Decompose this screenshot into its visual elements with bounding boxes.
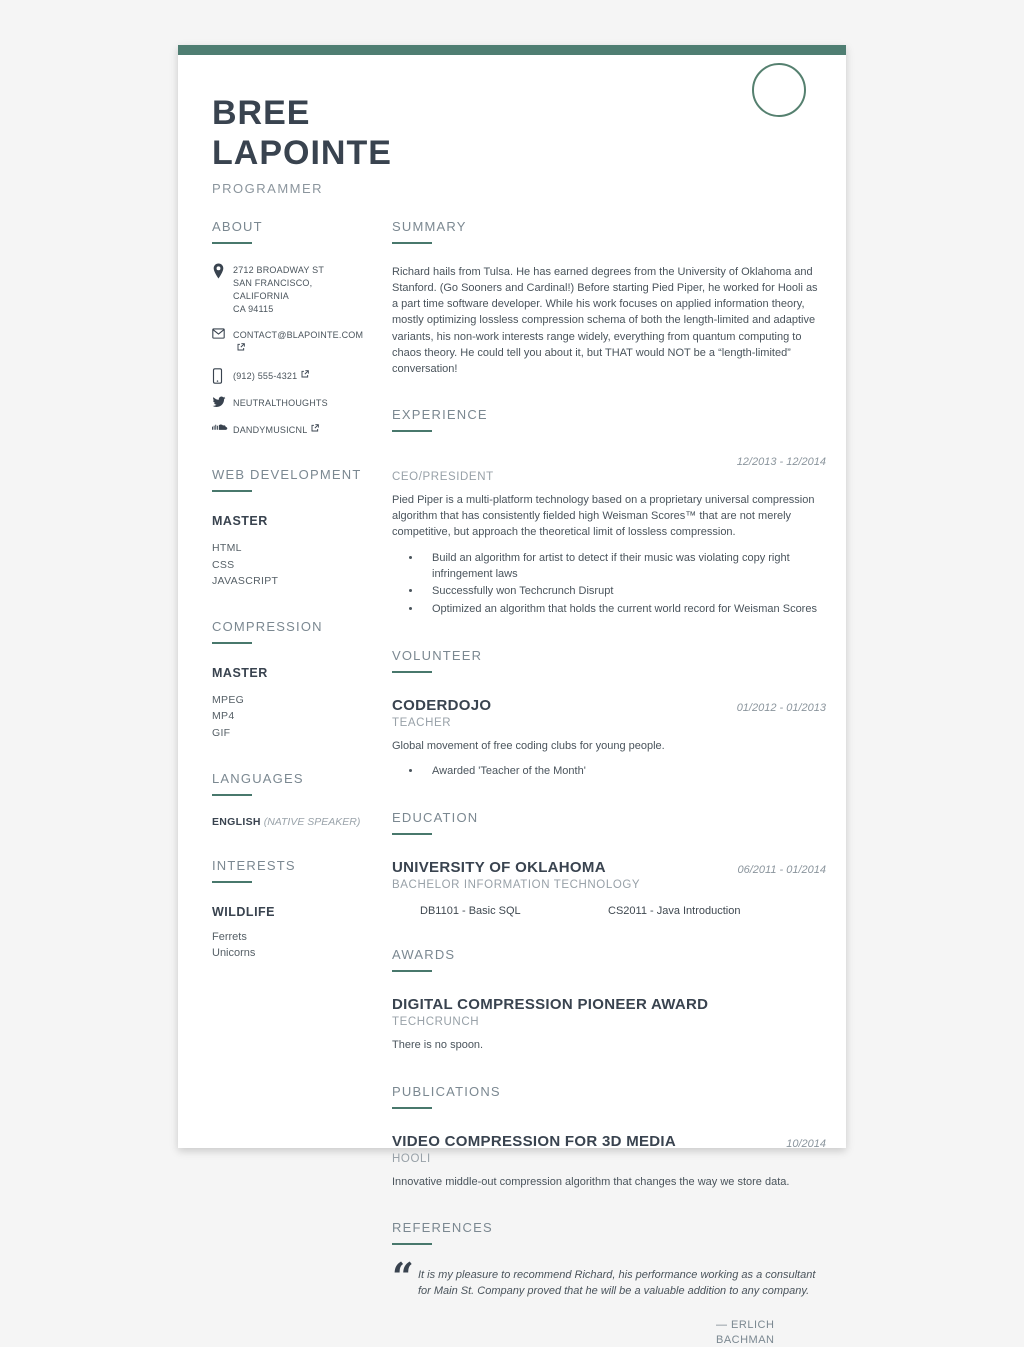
resume-card <box>178 45 846 1346</box>
about-item-twitter[interactable] <box>212 397 362 410</box>
section-underline <box>392 671 432 673</box>
main-column <box>392 219 826 1347</box>
course-list <box>392 905 826 917</box>
section-underline <box>212 642 252 644</box>
accent-topbar <box>178 45 846 55</box>
about-items <box>212 264 362 437</box>
skill-item: MP4 <box>212 710 235 723</box>
skill-item: MPEG <box>212 694 245 707</box>
avatar <box>752 63 806 117</box>
section-title: INTERESTS <box>212 857 296 873</box>
twitter-handle[interactable]: NEUTRALTHOUGHTS <box>233 398 328 409</box>
entry-org: CODERDOJO <box>392 697 492 715</box>
sidebar <box>212 219 362 1347</box>
section-underline <box>212 490 252 492</box>
section-underline <box>392 833 432 835</box>
section-languages <box>212 771 362 828</box>
entry-description: Pied Piper is a multi-platform technology based on a proprietary universal compression algorithm that has consistently fielded high Weisman Scores™ that are not merely competitive, but approach the theoretical limit of lossless compression. <box>392 494 815 539</box>
section-title: WEB DEVELOPMENT <box>212 467 362 483</box>
education-entry <box>392 859 826 917</box>
skill-item: JAVASCRIPT <box>212 574 279 587</box>
soundcloud-handle[interactable]: DANDYMUSICNL <box>233 425 308 436</box>
section-awards <box>392 947 826 1053</box>
bullet-item: • Awarded 'Teacher of the Month' <box>422 764 826 780</box>
skill-item: HTML <box>212 542 242 555</box>
twitter-text <box>233 397 328 410</box>
experience-entry <box>392 456 826 618</box>
section-education <box>392 810 826 917</box>
entry-bullets <box>422 764 826 780</box>
content-columns <box>178 205 846 1347</box>
publication-name: VIDEO COMPRESSION FOR 3D MEDIA <box>392 1132 677 1150</box>
section-publications <box>392 1084 826 1190</box>
section-about <box>212 219 362 437</box>
entry-date: 06/2011 - 01/2014 <box>737 864 826 877</box>
award-description: There is no spoon. <box>392 1039 484 1052</box>
skill-level: MASTER <box>212 514 268 529</box>
skill-item: GIF <box>212 726 231 739</box>
skill-items <box>212 540 362 589</box>
publication-description: Innovative middle-out compression algorithm that changes the way we store data. <box>392 1175 790 1188</box>
section-title: SUMMARY <box>392 219 467 234</box>
section-skill-web-development <box>212 467 362 589</box>
section-references <box>392 1220 826 1347</box>
about-item-soundcloud[interactable] <box>212 423 362 437</box>
volunteer-entry <box>392 697 826 780</box>
reference-attribution: — ERLICH BACHMAN <box>716 1318 775 1346</box>
summary-text: Richard hails from Tulsa. He has earned degrees from the University of Oklahoma and Stanford. (Go Sooners and Cardinal!) Before starting Pied Piper, he worked for Hooli as a part time software developer. While his work focuses on applied information theory, mostly optimizing lossless compression schema of both the length-limited and adaptive variants, his non-work interests range widely, everything from quantum computing to chaos theory. He could tell you about it, but THAT would NOT be a “length-limited” conversation! <box>392 266 818 375</box>
bullet-item: • Successfully won Techcrunch Disrupt <box>422 584 826 600</box>
section-interests <box>212 858 362 962</box>
section-title: COMPRESSION <box>212 619 323 635</box>
interest-item: Unicorns <box>212 947 256 960</box>
section-title: LANGUAGES <box>212 770 304 786</box>
quote-icon <box>392 1267 418 1300</box>
about-item-address <box>212 264 362 316</box>
degree-name: BACHELOR INFORMATION TECHNOLOGY <box>392 879 641 892</box>
section-underline <box>212 242 252 244</box>
person-name-line1: BREE <box>212 94 311 132</box>
award-org: TECHCRUNCH <box>392 1016 480 1029</box>
section-title: EDUCATION <box>392 810 479 826</box>
email-text <box>233 329 363 356</box>
section-about-title: ABOUT <box>212 219 263 234</box>
address-line3: CA 94115 <box>233 304 274 315</box>
interest-item: Ferrets <box>212 930 247 943</box>
external-link-icon[interactable] <box>311 423 319 436</box>
interest-category: WILDLIFE <box>212 904 276 919</box>
section-title: VOLUNTEER <box>392 648 483 664</box>
interest-items <box>212 929 362 962</box>
section-underline <box>392 1107 432 1109</box>
section-title: PUBLICATIONS <box>392 1083 501 1099</box>
mobile-phone-icon <box>212 368 225 384</box>
soundcloud-icon <box>212 422 225 432</box>
section-underline <box>212 881 252 883</box>
person-job-title: PROGRAMMER <box>212 181 324 196</box>
course-item: CS2011 - Java Introduction <box>608 905 741 918</box>
person-name <box>212 93 806 173</box>
publication-entry <box>392 1133 826 1190</box>
location-pin-icon <box>212 263 225 279</box>
section-underline <box>392 242 432 244</box>
entry-role: CEO/PRESIDENT <box>392 471 494 484</box>
entry-head <box>392 1133 826 1150</box>
reference-quote-block <box>392 1267 826 1300</box>
publication-org: HOOLI <box>392 1152 431 1165</box>
skill-level: MASTER <box>212 666 268 681</box>
entry-role: TEACHER <box>392 717 452 730</box>
language-proficiency: (NATIVE SPEAKER) <box>263 815 361 828</box>
section-underline <box>212 794 252 796</box>
section-volunteer <box>392 648 826 780</box>
resume-header <box>178 55 846 205</box>
entry-head <box>392 996 826 1013</box>
section-underline <box>392 430 432 432</box>
school-name: UNIVERSITY OF OKLAHOMA <box>392 859 606 877</box>
section-underline <box>392 970 432 972</box>
phone-text <box>233 369 309 383</box>
course-item: DB1101 - Basic SQL <box>420 905 521 918</box>
twitter-icon <box>212 396 225 408</box>
entry-date: 01/2012 - 01/2013 <box>736 702 826 715</box>
entry-date: 12/2013 - 12/2014 <box>736 456 826 469</box>
envelope-icon <box>212 328 225 339</box>
entry-head <box>392 697 826 714</box>
section-experience <box>392 407 826 618</box>
soundcloud-text <box>233 423 319 437</box>
language-item <box>212 816 362 828</box>
email-value[interactable]: CONTACT@BLAPOINTE.COM <box>233 330 364 341</box>
address-text <box>233 264 362 316</box>
address-line1: 2712 BROADWAY ST <box>233 265 325 275</box>
skill-items <box>212 692 362 741</box>
about-item-phone[interactable] <box>212 369 362 384</box>
section-title: AWARDS <box>392 947 456 963</box>
award-entry <box>392 996 826 1053</box>
entry-date: 10/2014 <box>786 1137 826 1150</box>
section-summary <box>392 219 826 377</box>
entry-bullets <box>422 551 826 619</box>
bullet-item: • Optimized an algorithm that holds the current world record for Weisman Scores <box>422 602 826 618</box>
section-underline <box>392 1243 432 1245</box>
section-title: EXPERIENCE <box>392 407 488 423</box>
section-title: REFERENCES <box>392 1219 493 1235</box>
bullet-item: • Build an algorithm for artist to detect if their music was violating copy right infringement laws <box>422 551 826 583</box>
phone-value[interactable]: (912) 555-4321 <box>233 371 298 382</box>
award-name: DIGITAL COMPRESSION PIONEER AWARD <box>392 996 709 1014</box>
entry-head <box>392 859 826 876</box>
external-link-icon[interactable] <box>237 342 245 355</box>
about-item-email[interactable] <box>212 329 362 356</box>
entry-description: Global movement of free coding clubs for young people. <box>392 740 665 753</box>
external-link-icon[interactable] <box>301 369 309 382</box>
reference-quote-text: It is my pleasure to recommend Richard, his performance working as a consultant for Main St. Company proved that he will be a valuable addition to any company. <box>418 1268 816 1298</box>
skill-item: CSS <box>212 558 235 571</box>
entry-head <box>392 456 826 468</box>
language-name: ENGLISH <box>212 815 261 828</box>
section-skill-compression <box>212 619 362 741</box>
address-line2: SAN FRANCISCO, CALIFORNIA <box>233 278 313 302</box>
person-name-line2: LAPOINTE <box>212 134 392 172</box>
